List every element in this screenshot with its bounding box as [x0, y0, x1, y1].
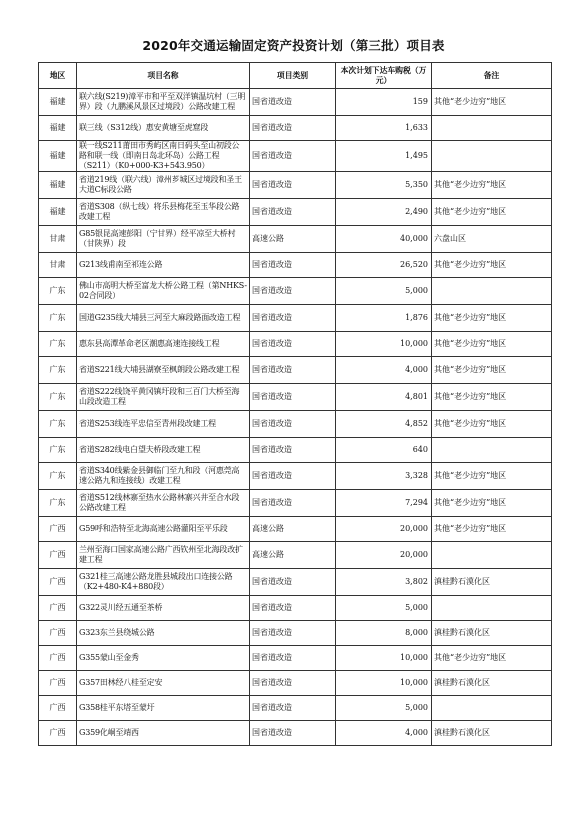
cell-note: 其他“老少边穷”地区: [432, 384, 552, 411]
cell-category: 国省道改造: [250, 141, 336, 172]
cell-note: 其他“老少边穷”地区: [432, 490, 552, 517]
cell-investment: 10,000: [336, 646, 432, 671]
cell-investment: 20,000: [336, 542, 432, 569]
cell-note: 其他“老少边穷”地区: [432, 305, 552, 332]
cell-investment: 159: [336, 89, 432, 116]
cell-region: 广西: [39, 721, 77, 746]
table-row: [39, 438, 552, 463]
cell-project-name: 省道S221线大埔县湖寮至枫朗段公路改建工程: [77, 357, 250, 384]
cell-investment: 3,802: [336, 569, 432, 596]
cell-region: 广东: [39, 332, 77, 357]
cell-project-name: G321桂三高速公路龙胜县城段出口连接公路（K2+480-K4+880段）: [77, 569, 250, 596]
table-row: [39, 305, 552, 332]
cell-project-name: 省道S340线紫金县御临门至九和段（河惠莞高速公路九和连接线）改建工程: [77, 463, 250, 490]
cell-note: 六盘山区: [432, 226, 552, 253]
table-row: [39, 646, 552, 671]
cell-project-name: G213线甫南至祁连公路: [77, 253, 250, 278]
cell-project-name: G359化峒至靖西: [77, 721, 250, 746]
table-row: [39, 116, 552, 141]
cell-project-name: 兰州至海口国家高速公路广西钦州至北海段改扩建工程: [77, 542, 250, 569]
cell-category: 国省道改造: [250, 199, 336, 226]
cell-region: 广西: [39, 671, 77, 696]
cell-note: 滇桂黔石漠化区: [432, 621, 552, 646]
cell-note: 其他“老少边穷”地区: [432, 332, 552, 357]
cell-category: 国省道改造: [250, 646, 336, 671]
cell-note: 其他“老少边穷”地区: [432, 89, 552, 116]
cell-investment: 4,000: [336, 721, 432, 746]
cell-region: 广西: [39, 621, 77, 646]
cell-note: 其他“老少边穷”地区: [432, 199, 552, 226]
cell-note: 其他“老少边穷”地区: [432, 357, 552, 384]
cell-category: 国省道改造: [250, 596, 336, 621]
cell-investment: 4,000: [336, 357, 432, 384]
cell-investment: 5,000: [336, 278, 432, 305]
cell-region: 广东: [39, 463, 77, 490]
cell-region: 广东: [39, 278, 77, 305]
cell-investment: 8,000: [336, 621, 432, 646]
cell-note: [432, 696, 552, 721]
project-table: [38, 62, 552, 746]
table-row: [39, 596, 552, 621]
cell-note: 其他“老少边穷”地区: [432, 172, 552, 199]
cell-region: 福建: [39, 199, 77, 226]
cell-note: 其他“老少边穷”地区: [432, 646, 552, 671]
cell-project-name: G322灵川经五通至茶桥: [77, 596, 250, 621]
cell-note: 其他“老少边穷”地区: [432, 411, 552, 438]
cell-investment: 4,801: [336, 384, 432, 411]
cell-category: 国省道改造: [250, 671, 336, 696]
cell-project-name: 省道S308（纵七线）将乐县梅花至玉华段公路改建工程: [77, 199, 250, 226]
cell-investment: 40,000: [336, 226, 432, 253]
cell-region: 广西: [39, 646, 77, 671]
cell-project-name: G357田林经八桂至定安: [77, 671, 250, 696]
cell-note: 其他“老少边穷”地区: [432, 463, 552, 490]
table-row: [39, 253, 552, 278]
cell-category: 高速公路: [250, 226, 336, 253]
cell-project-name: 省道S512线林寨至热水公路林寨兴井至合水段公路改建工程: [77, 490, 250, 517]
table-row: [39, 696, 552, 721]
cell-region: 广西: [39, 696, 77, 721]
cell-investment: 7,294: [336, 490, 432, 517]
cell-category: 国省道改造: [250, 384, 336, 411]
cell-investment: 1,876: [336, 305, 432, 332]
header-investment: 本次计划下达车购税（万元）: [336, 63, 432, 89]
cell-region: 广东: [39, 384, 77, 411]
cell-note: [432, 278, 552, 305]
cell-note: [432, 438, 552, 463]
cell-category: 高速公路: [250, 542, 336, 569]
cell-region: 福建: [39, 89, 77, 116]
cell-project-name: 佛山市高明大桥至富龙大桥公路工程（第NHKS-02合同段）: [77, 278, 250, 305]
cell-category: 国省道改造: [250, 621, 336, 646]
table-row: [39, 411, 552, 438]
cell-category: 高速公路: [250, 517, 336, 542]
cell-category: 国省道改造: [250, 696, 336, 721]
cell-category: 国省道改造: [250, 172, 336, 199]
cell-category: 国省道改造: [250, 490, 336, 517]
cell-region: 福建: [39, 172, 77, 199]
cell-project-name: 国道G235线大埔县三河至大麻段路面改造工程: [77, 305, 250, 332]
table-header-row: [39, 63, 552, 89]
table-row: [39, 721, 552, 746]
page-title: 2020年交通运输固定资产投资计划（第三批）项目表: [142, 38, 445, 53]
cell-category: 国省道改造: [250, 116, 336, 141]
cell-note: [432, 141, 552, 172]
cell-note: [432, 542, 552, 569]
cell-project-name: 联六线(S219)漳平市和平至双洋镇温坑村（三明界）段（九鹏溪风景区过境段）公路改建工程: [77, 89, 250, 116]
cell-category: 国省道改造: [250, 332, 336, 357]
cell-category: 国省道改造: [250, 357, 336, 384]
table-row: [39, 490, 552, 517]
table-row: [39, 671, 552, 696]
cell-category: 国省道改造: [250, 89, 336, 116]
header-note: 备注: [432, 63, 552, 89]
cell-note: 滇桂黔石漠化区: [432, 569, 552, 596]
cell-project-name: 省道S222线饶平黄冈镇圩段和三百门大桥至海山段改造工程: [77, 384, 250, 411]
cell-project-name: G358桂平东塔至蒙圩: [77, 696, 250, 721]
cell-project-name: G59呼和浩特至北海高速公路灌阳至平乐段: [77, 517, 250, 542]
table-row: [39, 172, 552, 199]
cell-investment: 10,000: [336, 671, 432, 696]
cell-note: 其他“老少边穷”地区: [432, 517, 552, 542]
cell-region: 广西: [39, 517, 77, 542]
cell-region: 广东: [39, 438, 77, 463]
cell-investment: 5,000: [336, 596, 432, 621]
cell-project-name: 联三线（S312线）惠安黄塘至虎窟段: [77, 116, 250, 141]
cell-region: 广西: [39, 569, 77, 596]
cell-investment: 1,495: [336, 141, 432, 172]
cell-region: 广西: [39, 542, 77, 569]
cell-project-name: 省道219线（联六线）漳州芗城区过境段和圣王大道C标段公路: [77, 172, 250, 199]
table-row: [39, 89, 552, 116]
cell-category: 国省道改造: [250, 721, 336, 746]
cell-project-name: 省道S282线电白望夫桥段改建工程: [77, 438, 250, 463]
cell-note: 滇桂黔石漠化区: [432, 721, 552, 746]
table-row: [39, 569, 552, 596]
cell-note: 其他“老少边穷”地区: [432, 253, 552, 278]
header-region: 地区: [39, 63, 77, 89]
table-row: [39, 226, 552, 253]
cell-investment: 640: [336, 438, 432, 463]
table-row: [39, 332, 552, 357]
cell-project-name: G355蒙山至金秀: [77, 646, 250, 671]
cell-category: 国省道改造: [250, 411, 336, 438]
cell-region: 广西: [39, 596, 77, 621]
cell-investment: 1,633: [336, 116, 432, 141]
cell-project-name: G323东兰县绕城公路: [77, 621, 250, 646]
cell-region: 甘肃: [39, 226, 77, 253]
cell-note: [432, 596, 552, 621]
cell-investment: 20,000: [336, 517, 432, 542]
table-row: [39, 384, 552, 411]
cell-category: 国省道改造: [250, 438, 336, 463]
cell-project-name: 联一线S211莆田市秀屿区南日码头至山初段公路和联一线（即南日岛北环岛）公路工程（S211）（K0+000-K3+543.950）: [77, 141, 250, 172]
cell-region: 福建: [39, 116, 77, 141]
cell-project-name: 惠东县高潭革命老区潮惠高速连接线工程: [77, 332, 250, 357]
cell-investment: 2,490: [336, 199, 432, 226]
cell-investment: 4,852: [336, 411, 432, 438]
cell-project-name: 省道S253线连平忠信至青州段改建工程: [77, 411, 250, 438]
table-row: [39, 517, 552, 542]
header-category: 项目类别: [250, 63, 336, 89]
cell-region: 福建: [39, 141, 77, 172]
cell-region: 广东: [39, 305, 77, 332]
cell-investment: 5,350: [336, 172, 432, 199]
table-row: [39, 463, 552, 490]
table-row: [39, 141, 552, 172]
cell-category: 国省道改造: [250, 463, 336, 490]
table-row: [39, 357, 552, 384]
table-row: [39, 621, 552, 646]
cell-note: 滇桂黔石漠化区: [432, 671, 552, 696]
cell-category: 国省道改造: [250, 278, 336, 305]
cell-note: [432, 116, 552, 141]
table-row: [39, 278, 552, 305]
table-row: [39, 199, 552, 226]
cell-region: 广东: [39, 411, 77, 438]
cell-category: 国省道改造: [250, 305, 336, 332]
cell-category: 国省道改造: [250, 569, 336, 596]
cell-category: 国省道改造: [250, 253, 336, 278]
table-row: [39, 542, 552, 569]
cell-region: 甘肃: [39, 253, 77, 278]
table-body: [39, 89, 552, 746]
cell-region: 广东: [39, 357, 77, 384]
header-project-name: 项目名称: [77, 63, 250, 89]
cell-project-name: G85银昆高速彭阳（宁甘界）经平凉至大桥村（甘陕界）段: [77, 226, 250, 253]
cell-investment: 3,328: [336, 463, 432, 490]
cell-investment: 10,000: [336, 332, 432, 357]
cell-investment: 5,000: [336, 696, 432, 721]
cell-region: 广东: [39, 490, 77, 517]
cell-investment: 26,520: [336, 253, 432, 278]
